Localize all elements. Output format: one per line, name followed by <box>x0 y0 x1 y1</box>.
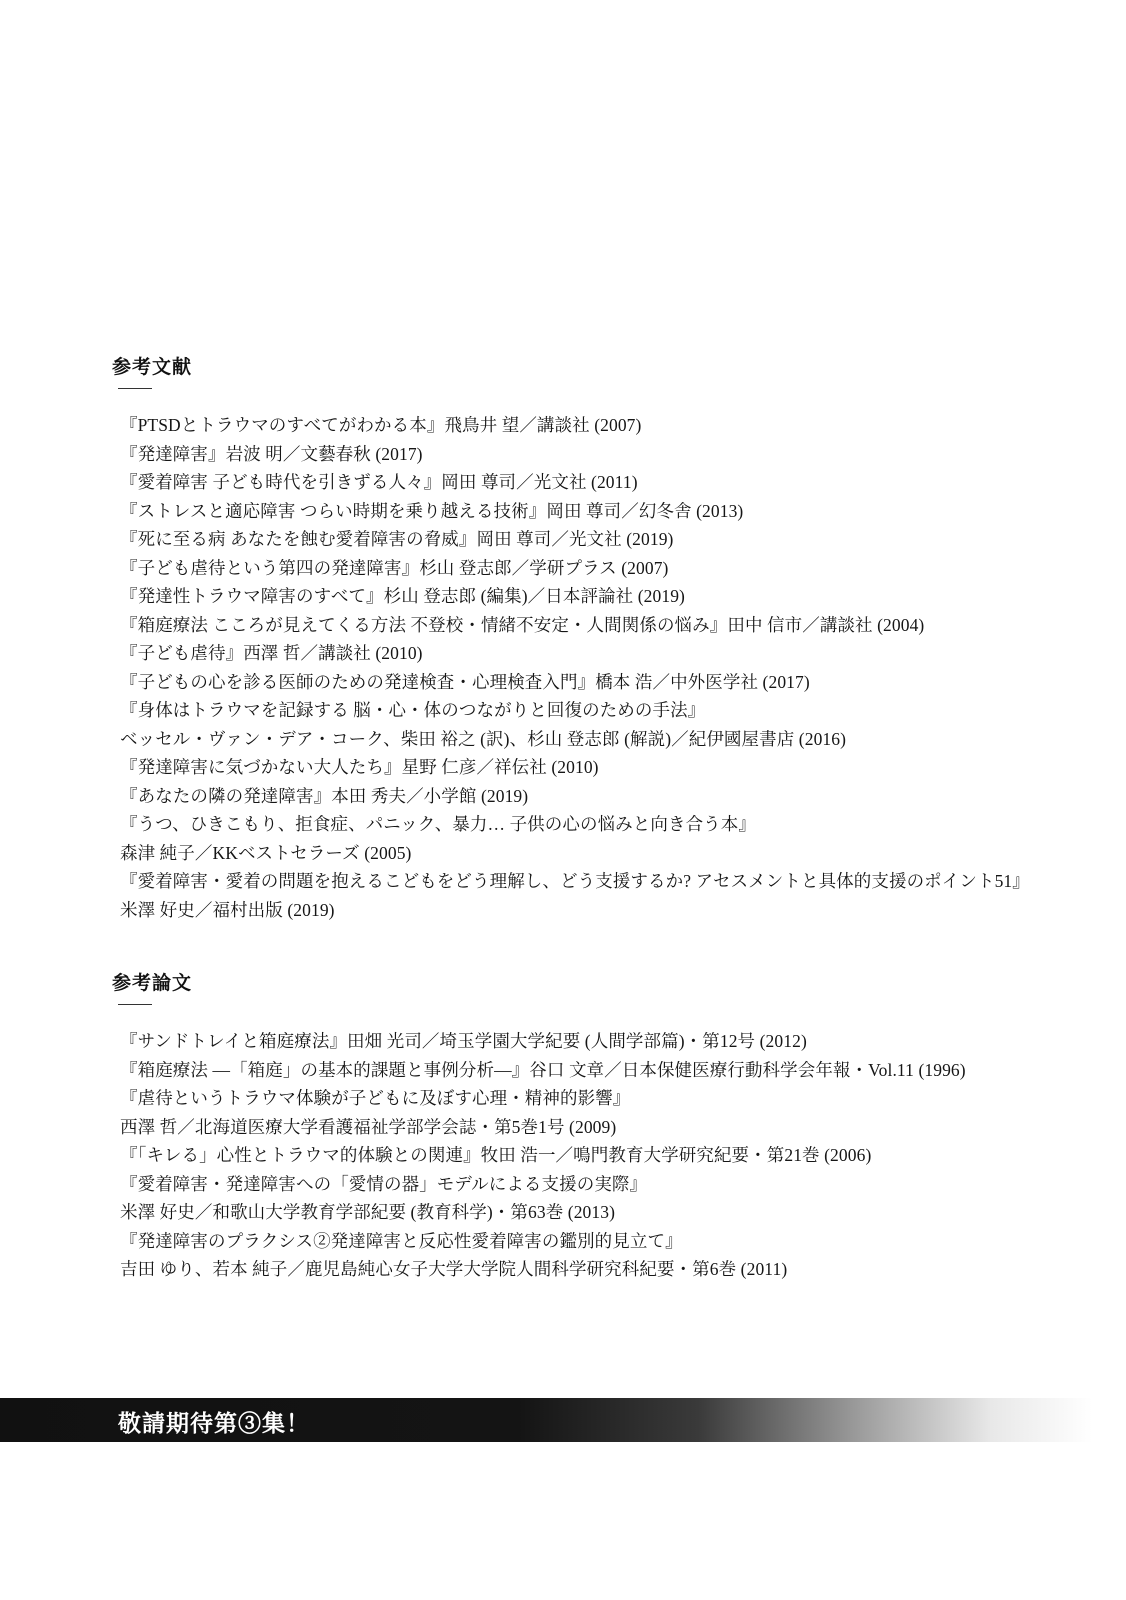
reference-item: 『子ども虐待』西澤 哲／講談社 (2010) <box>120 643 423 664</box>
section-heading-papers: 参考論文 <box>112 972 193 995</box>
paper-item: 『サンドトレイと箱庭療法』田畑 光司／埼玉学園大学紀要 (人間学部篇)・第12号 (2012) <box>120 1031 807 1052</box>
reference-item: 『身体はトラウマを記録する 脳・心・体のつながりと回復のための手法』 <box>120 700 706 721</box>
paper-item: 『「キレる」心性とトラウマ的体験との関連』牧田 浩一／鳴門教育大学研究紀要・第21巻 (2006) <box>120 1145 872 1166</box>
reference-item: 『死に至る病 あなたを蝕む愛着障害の脅威』岡田 尊司／光文社 (2019) <box>120 529 674 550</box>
section-references <box>112 352 1030 924</box>
reference-item-continuation: 米澤 好史／福村出版 (2019) <box>120 899 335 920</box>
section-spacer <box>112 924 1012 968</box>
reference-item-continuation: 森津 純子／KKベストセラーズ (2005) <box>120 842 412 863</box>
paper-item-continuation: 吉田 ゆり、若本 純子／鹿児島純心女子大学大学院人間科学研究科紀要・第6巻 (2011) <box>120 1259 788 1280</box>
reference-item-continuation: ベッセル・ヴァン・デア・コーク、柴田 裕之 (訳)、杉山 登志郎 (解説)／紀伊國屋書店 (2016) <box>120 728 847 749</box>
reference-item: 『子どもの心を診る医師のための発達検査・心理検査入門』橋本 浩／中外医学社 (2017) <box>120 671 810 692</box>
paper-item: 『箱庭療法 —「箱庭」の基本的課題と事例分析—』谷口 文章／日本保健医療行動科学会年報・Vol.11 (1996) <box>120 1059 966 1080</box>
reference-item: 『発達障害』岩波 明／文藝春秋 (2017) <box>120 443 423 464</box>
section-heading-references: 参考文献 <box>112 356 193 378</box>
reference-item: 『愛着障害・愛着の問題を抱えるこどもをどう理解し、どう支援するか? アセスメントと具体的支援のポイント51』 <box>120 871 1030 892</box>
reference-item: 『箱庭療法 こころが見えてくる方法 不登校・情緒不安定・人間関係の悩み』田中 信市／講談社 (2004) <box>120 614 925 635</box>
reference-item: 『愛着障害 子ども時代を引きずる人々』岡田 尊司／光文社 (2011) <box>120 472 638 493</box>
reference-item: 『発達障害に気づかない大人たち』星野 仁彦／祥伝社 (2010) <box>120 757 599 778</box>
reference-item: 『PTSDとトラウマのすべてがわかる本』飛鳥井 望／講談社 (2007) <box>120 415 642 435</box>
paper-item: 『虐待というトラウマ体験が子どもに及ぼす心理・精神的影響』 <box>120 1088 631 1109</box>
heading-rule <box>118 388 152 389</box>
paper-item: 『発達障害のプラクシス②発達障害と反応性愛着障害の鑑別的見立て』 <box>120 1230 683 1251</box>
reference-item: 『うつ、ひきこもり、拒食症、パニック、暴力… 子供の心の悩みと向き合う本』 <box>120 814 756 835</box>
paper-item-continuation: 米澤 好史／和歌山大学教育学部紀要 (教育科学)・第63巻 (2013) <box>120 1202 616 1223</box>
paper-item-continuation: 西澤 哲／北海道医療大学看護福祉学部学会誌・第5巻1号 (2009) <box>120 1116 617 1137</box>
references-content <box>112 352 1030 1284</box>
reference-item: 『あなたの隣の発達障害』本田 秀夫／小学館 (2019) <box>120 785 529 806</box>
reference-item: 『ストレスと適応障害 つらい時期を乗り越える技術』岡田 尊司／幻冬舎 (2013) <box>120 500 744 521</box>
reference-item: 『発達性トラウマ障害のすべて』杉山 登志郎 (編集)／日本評論社 (2019) <box>120 586 685 607</box>
reference-item: 『子ども虐待という第四の発達障害』杉山 登志郎／学研プラス (2007) <box>120 557 669 578</box>
heading-rule <box>118 1004 152 1005</box>
section-papers <box>112 968 1012 1284</box>
paper-item: 『愛着障害・発達障害への「愛情の器」モデルによる支援の実際』 <box>120 1173 648 1194</box>
footer-text: 敬請期待第③集！ <box>118 1410 310 1437</box>
